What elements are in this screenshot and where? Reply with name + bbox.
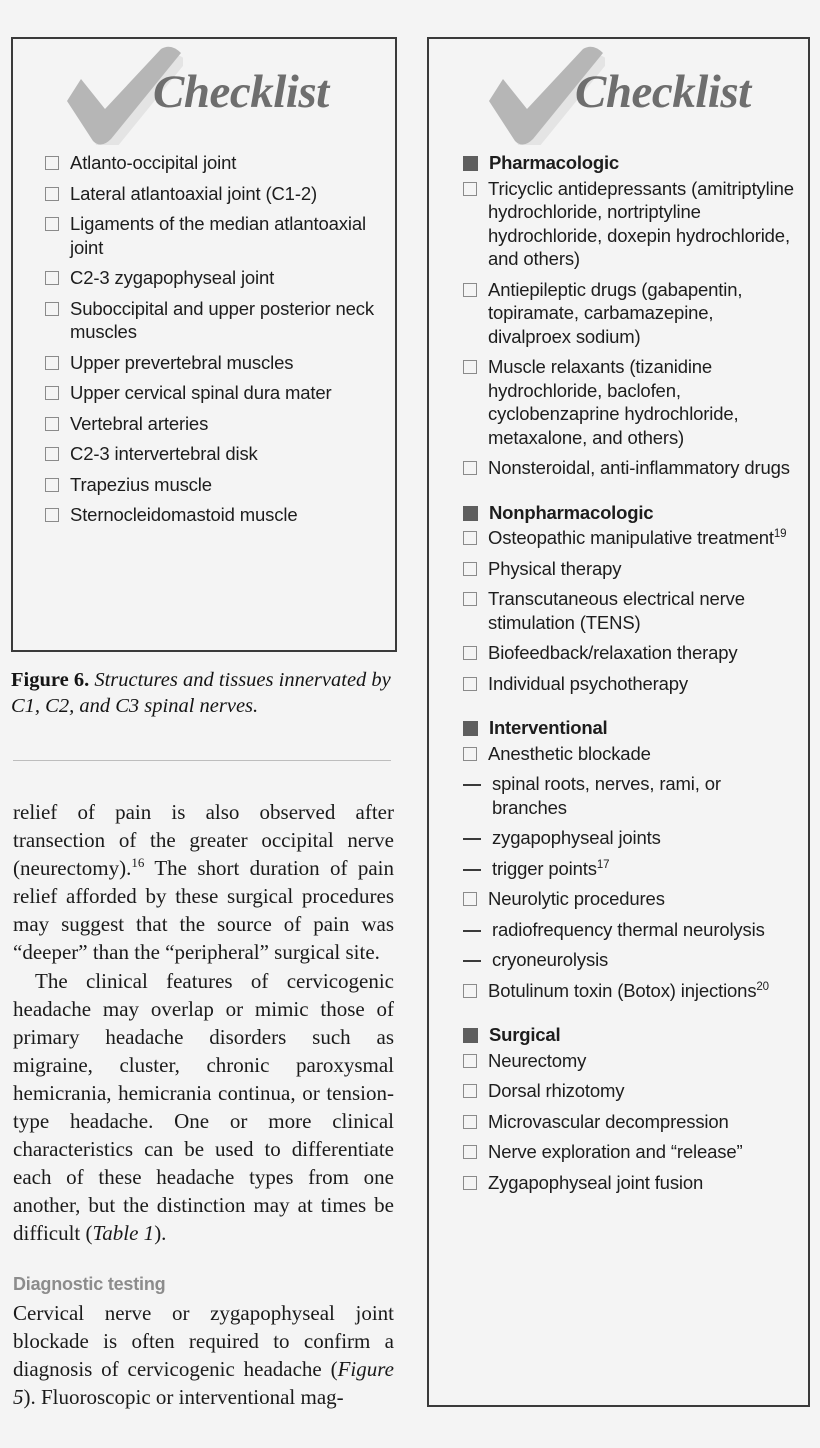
- checkbox-icon[interactable]: [463, 677, 477, 691]
- checklist-item-label: C2-3 intervertebral disk: [70, 443, 258, 464]
- group-spacer: [463, 487, 800, 501]
- checklist-item-label: Individual psychotherapy: [488, 672, 689, 694]
- right-column: [427, 0, 810, 1448]
- checklist-item-label: Ligaments of the median atlantoaxial joint: [70, 213, 366, 258]
- checklist-item-label: Vertebral arteries: [70, 412, 209, 434]
- body-paragraph-1: [13, 798, 394, 967]
- body-p3-text-b: ). Fluoroscopic or interventional mag-: [23, 1384, 344, 1409]
- checklist-item-label: Anesthetic blockade: [488, 742, 651, 764]
- treatment-checklist-box: [427, 37, 810, 1407]
- checklist-group-heading: [463, 1023, 800, 1047]
- article-body: [13, 798, 394, 1411]
- checklist-group-label: Nonpharmacologic: [489, 501, 654, 523]
- checklist-item[interactable]: [463, 587, 800, 634]
- checklist-group-label: Pharmacologic: [489, 152, 620, 173]
- checkbox-icon[interactable]: [45, 447, 59, 461]
- checklist-group-heading: [463, 151, 800, 175]
- checkbox-icon[interactable]: [463, 747, 477, 761]
- reference-superscript: 17: [596, 858, 610, 871]
- checklist-item[interactable]: [463, 526, 800, 550]
- body-p1-text-a: relief of pain is also observed after transection of the greater occipital nerve (neurectomy).: [13, 800, 394, 881]
- checkbox-icon[interactable]: [45, 156, 59, 170]
- checklist-item[interactable]: [463, 177, 800, 271]
- checklist-group-label: Interventional: [489, 717, 608, 738]
- body-p3-text-a: Cervical nerve or zygapophyseal joint blockade is often required to confirm a diagnosis of cervicogenic headache (: [13, 1300, 394, 1381]
- checklist-subitem: [463, 857, 800, 881]
- checkbox-icon[interactable]: [45, 271, 59, 285]
- checklist-item-label: zygapophyseal joints: [492, 827, 661, 848]
- checklist-item[interactable]: [45, 503, 385, 527]
- checklist-item-label: Suboccipital and upper posterior neck muscles: [70, 297, 375, 342]
- checklist-subitem: [463, 948, 800, 972]
- dash-bullet-icon: [463, 831, 481, 845]
- body-p1-reference: 16: [131, 855, 145, 871]
- checklist-subitem: [463, 772, 800, 819]
- right-checklist-items: [429, 143, 808, 1194]
- figure-caption-text: Structures and tissues innervated by C1, C2, and C3 spinal nerves.: [11, 669, 391, 717]
- checklist-item[interactable]: [463, 1171, 800, 1195]
- checklist-item-label: Antiepileptic drugs (gabapentin, topiramate, carbamazepine, divalproex sodium): [488, 278, 743, 347]
- checklist-item-label: Neurectomy: [488, 1049, 587, 1071]
- checkbox-icon[interactable]: [463, 1145, 477, 1159]
- checkbox-icon[interactable]: [45, 508, 59, 522]
- checklist-item[interactable]: [463, 456, 800, 480]
- body-paragraph-2: [13, 967, 394, 1248]
- checklist-item-label: C2-3 zygapophyseal joint: [70, 267, 275, 288]
- checklist-item[interactable]: [463, 557, 800, 581]
- reference-superscript: 20: [756, 980, 769, 993]
- checklist-item-label: spinal roots, nerves, rami, or branches: [492, 773, 721, 818]
- checklist-item-label: Tricyclic antidepressants (amitriptyline hydrochloride, nortriptyline hydrochloride, doxepin hydrochloride, and others): [488, 177, 794, 269]
- checklist-subitem: [463, 826, 800, 850]
- checkbox-icon[interactable]: [45, 478, 59, 492]
- checkbox-icon[interactable]: [463, 531, 477, 545]
- checklist-group-heading: [463, 716, 800, 740]
- checklist-logo-right: [429, 43, 808, 143]
- reference-superscript: 19: [773, 527, 787, 540]
- checklist-item-label: Neurolytic procedures: [488, 888, 665, 909]
- checklist-item[interactable]: [45, 412, 385, 436]
- checklist-item[interactable]: [463, 641, 800, 665]
- checklist-item[interactable]: [463, 355, 800, 449]
- checklist-subitem: [463, 918, 800, 942]
- checklist-item[interactable]: [463, 1140, 800, 1164]
- checkbox-icon[interactable]: [463, 562, 477, 576]
- checklist-item[interactable]: [45, 381, 385, 405]
- checklist-item[interactable]: [45, 473, 385, 497]
- checklist-item[interactable]: [45, 212, 385, 259]
- filled-square-icon: [463, 506, 478, 521]
- checklist-item[interactable]: [463, 742, 800, 766]
- checklist-item-label: Trapezius muscle: [70, 473, 212, 495]
- checklist-item[interactable]: [45, 442, 385, 466]
- body-p2-table-ref: Table 1: [92, 1221, 155, 1246]
- checklist-item-label: trigger points$^{17}$: [492, 857, 610, 879]
- checklist-item-label: Nonsteroidal, anti-inflammatory drugs: [488, 457, 790, 478]
- checklist-item-label: Upper cervical spinal dura mater: [70, 382, 332, 403]
- checklist-item[interactable]: [45, 182, 385, 206]
- checklist-item[interactable]: [463, 278, 800, 349]
- checkbox-icon[interactable]: [45, 356, 59, 370]
- checklist-item-label: radiofrequency thermal neurolysis: [492, 918, 765, 940]
- checklist-item-label: Biofeedback/relaxation therapy: [488, 642, 738, 663]
- checklist-item[interactable]: [463, 887, 800, 911]
- checklist-item-label: Zygapophyseal joint fusion: [488, 1171, 704, 1193]
- body-p3-figure-ref: Figure 5: [13, 1356, 394, 1409]
- checklist-item[interactable]: [463, 979, 800, 1003]
- checkbox-icon[interactable]: [45, 217, 59, 231]
- checklist-logo-word: Checklist: [575, 66, 751, 118]
- checkbox-icon[interactable]: [463, 1115, 477, 1129]
- checklist-item-label: Sternocleidomastoid muscle: [70, 504, 298, 525]
- checklist-item[interactable]: [45, 266, 385, 290]
- checkbox-icon[interactable]: [45, 302, 59, 316]
- checkbox-icon[interactable]: [45, 187, 59, 201]
- checklist-item-label: Muscle relaxants (tizanidine hydrochloride, baclofen, cyclobenzaprine hydrochloride, metaxalone, and others): [488, 356, 739, 448]
- filled-square-icon: [463, 1028, 478, 1043]
- checklist-item-label: Lateral atlantoaxial joint (C1-2): [70, 182, 317, 204]
- dash-bullet-icon: [463, 862, 481, 876]
- dash-bullet-icon: [463, 953, 481, 967]
- checkbox-icon[interactable]: [463, 1054, 477, 1068]
- left-checklist-items: [13, 143, 395, 527]
- checklist-logo-word: Checklist: [153, 66, 329, 118]
- checklist-item[interactable]: [463, 1110, 800, 1134]
- checklist-item-label: Transcutaneous electrical nerve stimulation (TENS): [488, 588, 745, 633]
- checklist-item-label: Atlanto-occipital joint: [70, 152, 237, 173]
- checklist-item[interactable]: [463, 1079, 800, 1103]
- filled-square-icon: [463, 156, 478, 171]
- checkbox-icon[interactable]: [463, 182, 477, 196]
- checkbox-icon[interactable]: [463, 1084, 477, 1098]
- checklist-item-label: Microvascular decompression: [488, 1110, 729, 1132]
- body-p2-text-b: ).: [154, 1221, 167, 1246]
- checklist-logo-left: [13, 43, 395, 143]
- horizontal-rule: [13, 760, 391, 761]
- body-paragraph-3: [13, 1299, 394, 1411]
- checklist-group-heading: [463, 501, 800, 525]
- checklist-item-label: Botulinum toxin (Botox) injections$^{20}$: [488, 979, 769, 1001]
- checkbox-icon[interactable]: [45, 417, 59, 431]
- dash-bullet-icon: [463, 777, 481, 791]
- checkbox-icon[interactable]: [463, 892, 477, 906]
- checkbox-icon[interactable]: [463, 283, 477, 297]
- filled-square-icon: [463, 721, 478, 736]
- checklist-item[interactable]: [463, 672, 800, 696]
- checklist-item-label: cryoneurolysis: [492, 949, 609, 970]
- dash-bullet-icon: [463, 923, 481, 937]
- left-column: [11, 0, 398, 1448]
- section-subheading: Diagnostic testing: [13, 1273, 166, 1294]
- checkbox-icon[interactable]: [463, 1176, 477, 1190]
- checklist-item[interactable]: [45, 297, 385, 344]
- figure-number: Figure 6.: [11, 669, 90, 691]
- checklist-item-label: Dorsal rhizotomy: [488, 1080, 625, 1101]
- checkbox-icon[interactable]: [463, 360, 477, 374]
- group-spacer: [463, 1009, 800, 1023]
- checkbox-icon[interactable]: [463, 984, 477, 998]
- checklist-item-label: Physical therapy: [488, 557, 622, 579]
- checkbox-icon[interactable]: [45, 386, 59, 400]
- checklist-item-label: Osteopathic manipulative treatment$^{19}$: [488, 527, 787, 548]
- checklist-group-label: Surgical: [489, 1024, 561, 1045]
- checkbox-icon[interactable]: [463, 461, 477, 475]
- checklist-item[interactable]: [463, 1049, 800, 1073]
- checklist-item-label: Nerve exploration and “release”: [488, 1141, 743, 1162]
- body-p2-text-a: The clinical features of cervicogenic headache may overlap or mimic those of primary headache disorders such as migraine, cluster, chronic paroxysmal hemicrania, hemicrania continua, or tension-type headache. One or more clinical characteristics can be used to differentiate each of these headache types from one another, but the distinction may at times be difficult (: [13, 968, 394, 1246]
- checklist-item-label: Upper prevertebral muscles: [70, 351, 294, 373]
- checkbox-icon[interactable]: [463, 646, 477, 660]
- group-spacer: [463, 702, 800, 716]
- figure-caption: [11, 667, 391, 719]
- anatomy-checklist-box: [11, 37, 397, 652]
- body-p1-text-b: The short duration of pain relief afforded by these surgical procedures may suggest that the source of pain was “deeper” than the “peripheral” surgical site.: [13, 856, 394, 965]
- checkbox-icon[interactable]: [463, 592, 477, 606]
- checklist-item[interactable]: [45, 351, 385, 375]
- checklist-item[interactable]: [45, 151, 385, 175]
